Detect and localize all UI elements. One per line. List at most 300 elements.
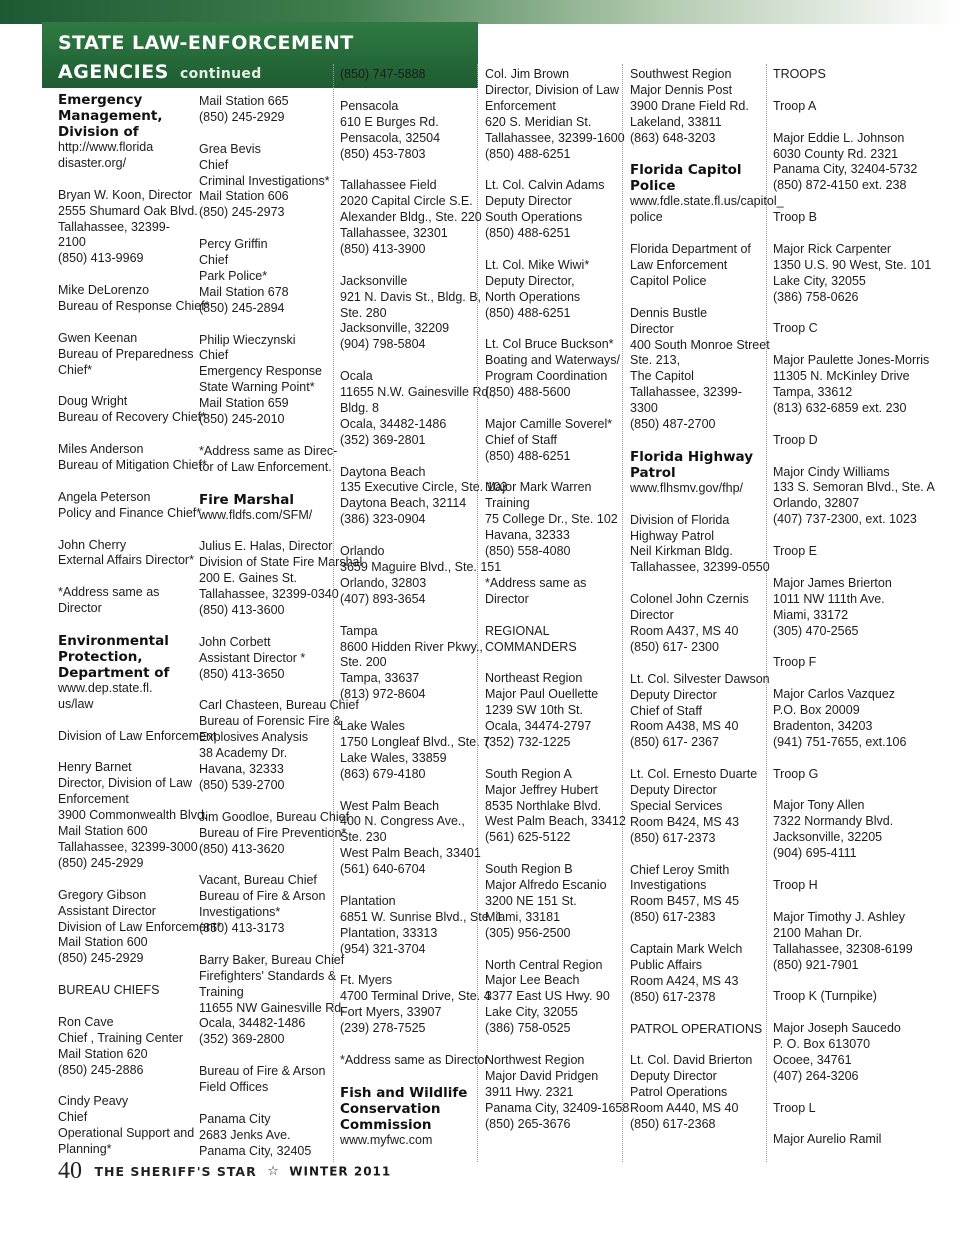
directory-line: 200 E. Gaines St. [199, 571, 297, 586]
directory-line: Northeast Region [485, 671, 583, 686]
entry-spacer [199, 428, 329, 444]
entry-spacer [630, 147, 764, 163]
directory-line: Deputy Director [630, 783, 717, 798]
entry-spacer [485, 560, 619, 576]
directory-line: Mail Station 606 [199, 189, 289, 204]
page-number: 40 [58, 1158, 82, 1184]
directory-line: 2100 [58, 235, 86, 250]
directory-line: (352) 369-2800 [199, 1032, 285, 1047]
directory-line: (386) 758-0626 [773, 289, 859, 304]
entry-spacer [340, 353, 474, 369]
directory-line: Pensacola, 32504 [340, 130, 441, 145]
directory-line: Gwen Keenan [58, 330, 138, 345]
directory-line: Operational Support and [58, 1126, 195, 1141]
directory-line: Miami, 33172 [773, 607, 849, 622]
directory-line: Law Enforcement [630, 258, 728, 273]
directory-line: Angela Peterson [58, 489, 151, 504]
directory-line: COMMANDERS [485, 639, 577, 654]
directory-line: Lake Wales [340, 719, 405, 734]
entry-spacer [340, 258, 474, 274]
directory-line: Ocala, 34474-2797 [485, 719, 592, 734]
directory-line: Orlando, 32803 [340, 575, 427, 590]
entry-spacer [58, 522, 188, 538]
entry-spacer [485, 465, 619, 481]
agency-heading: Conservation [340, 1100, 441, 1117]
directory-line: Panama City, 32409-1658 [485, 1100, 630, 1115]
directory-line: Division of Florida [630, 512, 730, 527]
directory-line: (941) 751-7655, ext.106 [773, 734, 907, 749]
directory-line: (352) 732-1225 [485, 734, 571, 749]
directory-line: Major Lee Beach [485, 973, 580, 988]
directory-line: Deputy Director, [485, 273, 575, 288]
directory-line: Major David Pridgen [485, 1068, 599, 1083]
directory-line: Deputy Director [630, 1069, 717, 1084]
directory-line: Program Coordination [485, 369, 608, 384]
entry-spacer [630, 1006, 764, 1022]
directory-line: Ste. 213, [630, 353, 681, 368]
directory-line: Investigations* [199, 905, 281, 920]
directory-line: Mail Station 665 [199, 94, 289, 108]
directory-line: Colonel John Czernis [630, 592, 749, 607]
entry-spacer [773, 973, 913, 989]
directory-line: www.flhsmv.gov/fhp/ [630, 480, 744, 495]
directory-line: External Affairs Director* [58, 553, 194, 568]
directory-line: Emergency Response [199, 364, 322, 379]
directory-line: Tallahassee, 32399-1600 [485, 130, 625, 145]
directory-line: North Central Region [485, 957, 603, 972]
entry-spacer [773, 1005, 913, 1021]
directory-line: 11655 N.W. Gainesville Rd., [340, 385, 496, 400]
directory-line: REGIONAL [485, 623, 550, 638]
directory-line: Ste. 230 [340, 830, 387, 845]
directory-line: West Palm Beach, 33401 [340, 846, 481, 861]
directory-line: (561) 625-5122 [485, 830, 571, 845]
directory-line: (850) 413-3600 [199, 603, 285, 617]
entry-spacer [199, 937, 329, 953]
directory-line: TROOPS [773, 67, 826, 81]
directory-line: 11305 N. McKinley Drive [773, 369, 910, 384]
directory-line: Tallahassee, 32399-3000 [58, 839, 198, 854]
directory-line: Major Paulette Jones-Morris [773, 353, 930, 368]
directory-line: Highway Patrol [630, 528, 715, 543]
directory-line: Major Joseph Saucedo [773, 1021, 901, 1036]
entry-spacer [58, 569, 188, 585]
directory-line: Ocala, 34482-1486 [340, 416, 447, 431]
directory-line: (863) 679-4180 [340, 766, 426, 781]
agency-heading: Environmental [58, 632, 169, 649]
entry-spacer [630, 576, 764, 592]
entry-spacer [58, 474, 188, 490]
directory-line: Major Aurelio Ramil [773, 1132, 882, 1147]
directory-line: (850) 413-3173 [199, 921, 285, 936]
directory-line: State Warning Point* [199, 380, 315, 395]
page-subtitle-text: AGENCIES [58, 61, 169, 83]
directory-line: Tallahassee, 32399-0550 [630, 560, 770, 575]
agency-heading: Florida Highway [630, 448, 754, 465]
directory-line: 3900 Drane Field Rd. [630, 98, 749, 113]
directory-line: 133 S. Semoran Blvd., Ste. A [773, 480, 935, 495]
directory-line: (850) 453-7803 [340, 146, 426, 161]
directory-line: (850) 245-2010 [199, 412, 285, 427]
page-title: STATE LAW-ENFORCEMENT [58, 32, 354, 54]
directory-line: Chief [199, 157, 229, 172]
directory-line: 3300 [630, 401, 658, 416]
directory-line: 4700 Terminal Drive, Ste. 4 [340, 989, 491, 1004]
entry-spacer [773, 449, 913, 465]
directory-line: (850) 488-5600 [485, 385, 571, 400]
entry-spacer [58, 315, 188, 331]
directory-line: Mail Station 678 [199, 284, 289, 299]
entry-spacer [58, 999, 188, 1015]
directory-line: Mail Station 620 [58, 1046, 148, 1061]
directory-line: Major Tony Allen [773, 798, 865, 813]
directory-line: Panama City [199, 1111, 271, 1126]
directory-line: 2555 Shumard Oak Blvd. [58, 203, 198, 218]
entry-spacer [199, 523, 329, 539]
directory-line: 400 N. Congress Ave., [340, 814, 465, 829]
directory-line: Tallahassee Field [340, 178, 437, 193]
directory-line: 610 E Burges Rd. [340, 114, 439, 129]
entry-spacer [630, 433, 764, 449]
directory-line: Chief [199, 348, 229, 363]
directory-line: Tampa, 33612 [773, 385, 853, 400]
directory-line: 3900 Commonwealth Blvd. [58, 808, 208, 823]
directory-line: Southwest Region [630, 67, 732, 81]
directory-line: 2020 Capital Circle S.E. [340, 194, 473, 209]
entry-spacer [485, 162, 619, 178]
directory-line: (850) 488-6251 [485, 305, 571, 320]
directory-line: (352) 369-2801 [340, 432, 426, 447]
entry-spacer [340, 783, 474, 799]
directory-line: Director [630, 321, 674, 336]
directory-line: disaster.org/ [58, 155, 127, 170]
directory-line: Major Mark Warren [485, 480, 592, 495]
directory-line: Bureau of Preparedness [58, 346, 194, 361]
directory-line: (850) 413-3900 [340, 241, 426, 256]
directory-line: (850) 872-4150 ext. 238 [773, 178, 907, 193]
directory-line: *Address same as Director [340, 1053, 489, 1067]
directory-line: Training [485, 496, 530, 511]
directory-line: Troop H [773, 877, 818, 892]
entry-spacer [773, 671, 913, 687]
entry-spacer [773, 194, 913, 210]
entry-spacer [485, 655, 619, 671]
directory-line: (386) 758-0525 [485, 1021, 571, 1036]
entry-spacer [773, 639, 913, 655]
entry-spacer [199, 619, 329, 635]
directory-line: www.fldfs.com/SFM/ [199, 507, 313, 522]
directory-line: Troop D [773, 432, 818, 447]
directory-line: Major Eddie L. Johnson [773, 130, 905, 145]
entry-spacer [773, 894, 913, 910]
entry-spacer [199, 476, 329, 492]
entry-spacer [199, 1096, 329, 1112]
entry-spacer [773, 115, 913, 131]
directory-line: PATROL OPERATIONS [630, 1021, 763, 1036]
directory-line: (904) 798-5804 [340, 337, 426, 352]
directory-line: Gregory Gibson [58, 887, 147, 902]
directory-line: Tampa [340, 623, 378, 638]
directory-line: Room A438, MS 40 [630, 719, 739, 734]
entry-spacer [340, 878, 474, 894]
entry-spacer [630, 656, 764, 672]
directory-line: 2683 Jenks Ave. [199, 1127, 291, 1142]
directory-line: 3911 Hwy. 2321 [485, 1084, 574, 1099]
directory-line: Special Services [630, 798, 723, 813]
agency-heading: Department of [58, 664, 170, 681]
directory-line: Chief [58, 1110, 88, 1125]
directory-line: Ocoee, 34761 [773, 1052, 852, 1067]
directory-line: Troop A [773, 98, 817, 113]
directory-line: Captain Mark Welch [630, 942, 743, 957]
directory-line: www.myfwc.com [340, 1132, 433, 1147]
directory-line: Assistant Director * [199, 650, 306, 665]
entry-spacer [485, 608, 619, 624]
directory-line: (813) 632-6859 ext. 230 [773, 400, 907, 415]
directory-line: 3377 East US Hwy. 90 [485, 989, 610, 1004]
directory-line: Daytona Beach, 32114 [340, 496, 467, 511]
directory-line: Room A424, MS 43 [630, 973, 739, 988]
entry-spacer [199, 794, 329, 810]
directory-line: (850) 747-5888 [340, 67, 426, 81]
directory-line: Troop E [773, 544, 818, 559]
entry-spacer [58, 426, 188, 442]
directory-line: Director [58, 601, 102, 616]
entry-spacer [485, 321, 619, 337]
entry-spacer [773, 560, 913, 576]
directory-line: (863) 648-3203 [630, 130, 716, 145]
directory-line: (850) 921-7901 [773, 957, 859, 972]
directory-line: Col. Jim Brown [485, 67, 570, 81]
entry-spacer [630, 751, 764, 767]
directory-line: Troop C [773, 321, 818, 336]
entry-spacer [58, 172, 188, 188]
directory-line: Bureau of Recovery Chief* [58, 410, 206, 425]
entry-spacer [773, 1085, 913, 1101]
directory-line: (850) 487-2700 [630, 417, 716, 432]
directory-line: South Region A [485, 766, 572, 781]
entry-spacer [199, 317, 329, 333]
directory-line: (850) 617-2383 [630, 910, 716, 925]
directory-line: Jacksonville, 32205 [773, 830, 883, 845]
directory-line: Major Alfredo Escanio [485, 878, 607, 893]
directory-line: 8600 Hidden River Pkwy., [340, 639, 483, 654]
directory-line: Deputy Director [485, 194, 572, 209]
directory-line: Major Rick Carpenter [773, 241, 892, 256]
directory-line: Bureau of Response Chief* [58, 299, 210, 314]
directory-line: Ocala [340, 369, 373, 384]
directory-line: John Corbett [199, 634, 271, 649]
directory-line: Ste. 200 [340, 655, 387, 670]
entry-spacer [340, 528, 474, 544]
directory-line: us/law [58, 696, 94, 711]
entry-spacer [199, 126, 329, 142]
directory-line: Mail Station 600 [58, 824, 148, 839]
directory-line: Tallahassee, 32399- [58, 219, 170, 234]
directory-line: 921 N. Davis St., Bldg. B, [340, 289, 482, 304]
directory-line: (850) 617-2378 [630, 989, 716, 1004]
entry-spacer [58, 1079, 188, 1095]
directory-line: Lakeland, 33811 [630, 114, 722, 129]
directory-line: *Address same as [485, 575, 587, 590]
directory-line: (407) 893-3654 [340, 591, 426, 606]
directory-line: South Operations [485, 210, 583, 225]
directory-line: 135 Executive Circle, Ste. 103 [340, 480, 508, 495]
banner-gradient [0, 0, 960, 24]
agency-heading: Fire Marshal [199, 491, 294, 508]
directory-line: 400 South Monroe Street [630, 337, 770, 352]
directory-line: Northwest Region [485, 1053, 585, 1067]
issue-label: WINTER 2011 [289, 1164, 392, 1179]
directory-line: Division of State Fire Marshal [199, 555, 363, 570]
directory-line: (305) 470-2565 [773, 623, 859, 638]
directory-line: (850) 245-2886 [58, 1062, 144, 1077]
entry-spacer [630, 847, 764, 863]
agency-heading: Commission [340, 1116, 432, 1133]
directory-line: Tampa, 33637 [340, 671, 420, 686]
directory-column-1 [58, 92, 222, 1158]
directory-line: 8535 Northlake Blvd. [485, 798, 602, 813]
directory-line: Lt. Col. David Brierton [630, 1053, 753, 1068]
directory-line: Lake City, 32055 [773, 273, 866, 288]
directory-line: Dennis Bustle [630, 305, 708, 320]
directory-line: Fort Myers, 33907 [340, 1005, 442, 1020]
directory-line: Ron Cave [58, 1014, 114, 1029]
directory-line: Bradenton, 34203 [773, 718, 873, 733]
directory-line: Miami, 33181 [485, 909, 561, 924]
directory-line: (850) 413-3650 [199, 666, 285, 681]
directory-line: (850) 558-4080 [485, 544, 571, 559]
directory-line: Bureau of Forensic Fire & [199, 714, 342, 729]
directory-line: (850) 617-2373 [630, 830, 716, 845]
directory-line: Troop K (Turnpike) [773, 989, 877, 1004]
directory-line: 7322 Normandy Blvd. [773, 814, 894, 829]
directory-line: Carl Chasteen, Bureau Chief [199, 698, 359, 713]
directory-line: Jacksonville, 32209 [340, 321, 450, 336]
directory-line: (850) 617- 2367 [630, 735, 719, 750]
directory-line: Alexander Bldg., Ste. 220 [340, 210, 482, 225]
directory-line: http://www.florida [58, 140, 154, 154]
entry-spacer [58, 379, 188, 395]
agency-heading: Police [630, 178, 676, 195]
directory-line: (239) 278-7525 [340, 1021, 426, 1036]
entry-spacer [773, 226, 913, 242]
directory-line: Mail Station 600 [58, 935, 148, 950]
agency-heading: Emergency [58, 92, 143, 108]
directory-line: (850) 617- 2300 [630, 639, 719, 654]
directory-line: Planning* [58, 1142, 112, 1157]
directory-line: (850) 413-3620 [199, 841, 285, 856]
directory-line: Director, Division of Law [58, 776, 193, 791]
directory-line: (850) 245-2973 [199, 205, 285, 220]
directory-line: 3200 NE 151 St. [485, 893, 577, 908]
entry-spacer [199, 221, 329, 237]
directory-line: Room B457, MS 45 [630, 894, 740, 909]
directory-line: Room A440, MS 40 [630, 1101, 739, 1116]
directory-line: Room B424, MS 43 [630, 814, 740, 829]
continued-label: continued [179, 66, 262, 82]
entry-spacer [340, 1037, 474, 1053]
entry-spacer [58, 617, 188, 633]
directory-line: BUREAU CHIEFS [58, 983, 160, 998]
directory-line: Major Timothy J. Ashley [773, 909, 905, 924]
entry-spacer [773, 528, 913, 544]
directory-line: Ste. 280 [340, 305, 387, 320]
directory-line: (850) 245-2929 [58, 951, 144, 966]
entry-spacer [485, 751, 619, 767]
directory-line: West Palm Beach, 33412 [485, 814, 626, 829]
directory-line: P.O. Box 20009 [773, 703, 860, 718]
directory-column-5 [630, 67, 784, 1133]
entry-spacer [773, 306, 913, 322]
directory-line: (904) 695-4111 [773, 846, 857, 861]
directory-line: (850) 617-2368 [630, 1117, 716, 1131]
directory-line: (850) 413-9969 [58, 251, 144, 266]
directory-line: Pensacola [340, 98, 399, 113]
directory-line: Jim Goodloe, Bureau Chief [199, 809, 350, 824]
directory-line: (561) 640-6704 [340, 862, 426, 877]
directory-line: Plantation, 33313 [340, 925, 438, 940]
directory-line: Henry Barnet [58, 760, 132, 775]
directory-line: 38 Academy Dr. [199, 746, 288, 761]
directory-line: Major Cindy Williams [773, 464, 890, 479]
directory-line: Julius E. Halas, Director [199, 539, 333, 554]
directory-line: Major Dennis Post [630, 82, 733, 97]
directory-line: Lake City, 32055 [485, 1005, 578, 1020]
entry-spacer [199, 1048, 329, 1064]
agency-heading: Protection, [58, 648, 143, 665]
directory-line: Training [199, 984, 244, 999]
directory-line: 6030 County Rd. 2321 [773, 146, 899, 161]
directory-line: 1239 SW 10th St. [485, 703, 583, 718]
directory-line: Barry Baker, Bureau Chief [199, 952, 345, 967]
entry-spacer [340, 83, 474, 99]
directory-line: Panama City, 32404-5732 [773, 162, 918, 177]
directory-line: Director [485, 591, 529, 606]
directory-line: Firefighters' Standards & [199, 968, 337, 983]
directory-line: (407) 737-2300, ext. 1023 [773, 512, 917, 527]
directory-line: Director [630, 608, 674, 623]
directory-line: Grea Bevis [199, 141, 261, 156]
entry-spacer [485, 846, 619, 862]
directory-line: Tallahassee, 32399- [630, 385, 742, 400]
directory-line: Havana, 32333 [199, 762, 284, 777]
entry-spacer [630, 926, 764, 942]
directory-line: Lt. Col. Silvester Dawson [630, 671, 770, 686]
directory-line: Lt. Col Bruce Buckson* [485, 337, 614, 352]
directory-line: Major James Brierton [773, 575, 892, 590]
directory-line: Chief Leroy Smith [630, 862, 730, 877]
directory-line: (850) 488-6251 [485, 146, 571, 161]
directory-line: (850) 245-2929 [199, 109, 285, 124]
directory-line: Vacant, Bureau Chief [199, 873, 317, 888]
directory-column-4 [485, 67, 630, 1133]
directory-line: Lt. Col. Ernesto Duarte [630, 767, 758, 782]
directory-line: police [630, 210, 663, 225]
directory-line: Miles Anderson [58, 442, 144, 457]
directory-line: 1011 NW 111th Ave. [773, 591, 885, 606]
directory-line: Bryan W. Koon, Director [58, 187, 193, 202]
directory-line: The Capitol [630, 369, 694, 384]
entry-spacer [340, 449, 474, 465]
directory-line: John Cherry [58, 537, 127, 552]
directory-line: Bureau of Mitigation Chief* [58, 458, 207, 473]
directory-line: Chief of Staff [630, 703, 703, 718]
entry-spacer [340, 608, 474, 624]
agency-heading: Management, [58, 108, 163, 124]
directory-line: Tallahassee, 32308-6199 [773, 941, 913, 956]
directory-line: Director, Division of Law [485, 82, 620, 97]
